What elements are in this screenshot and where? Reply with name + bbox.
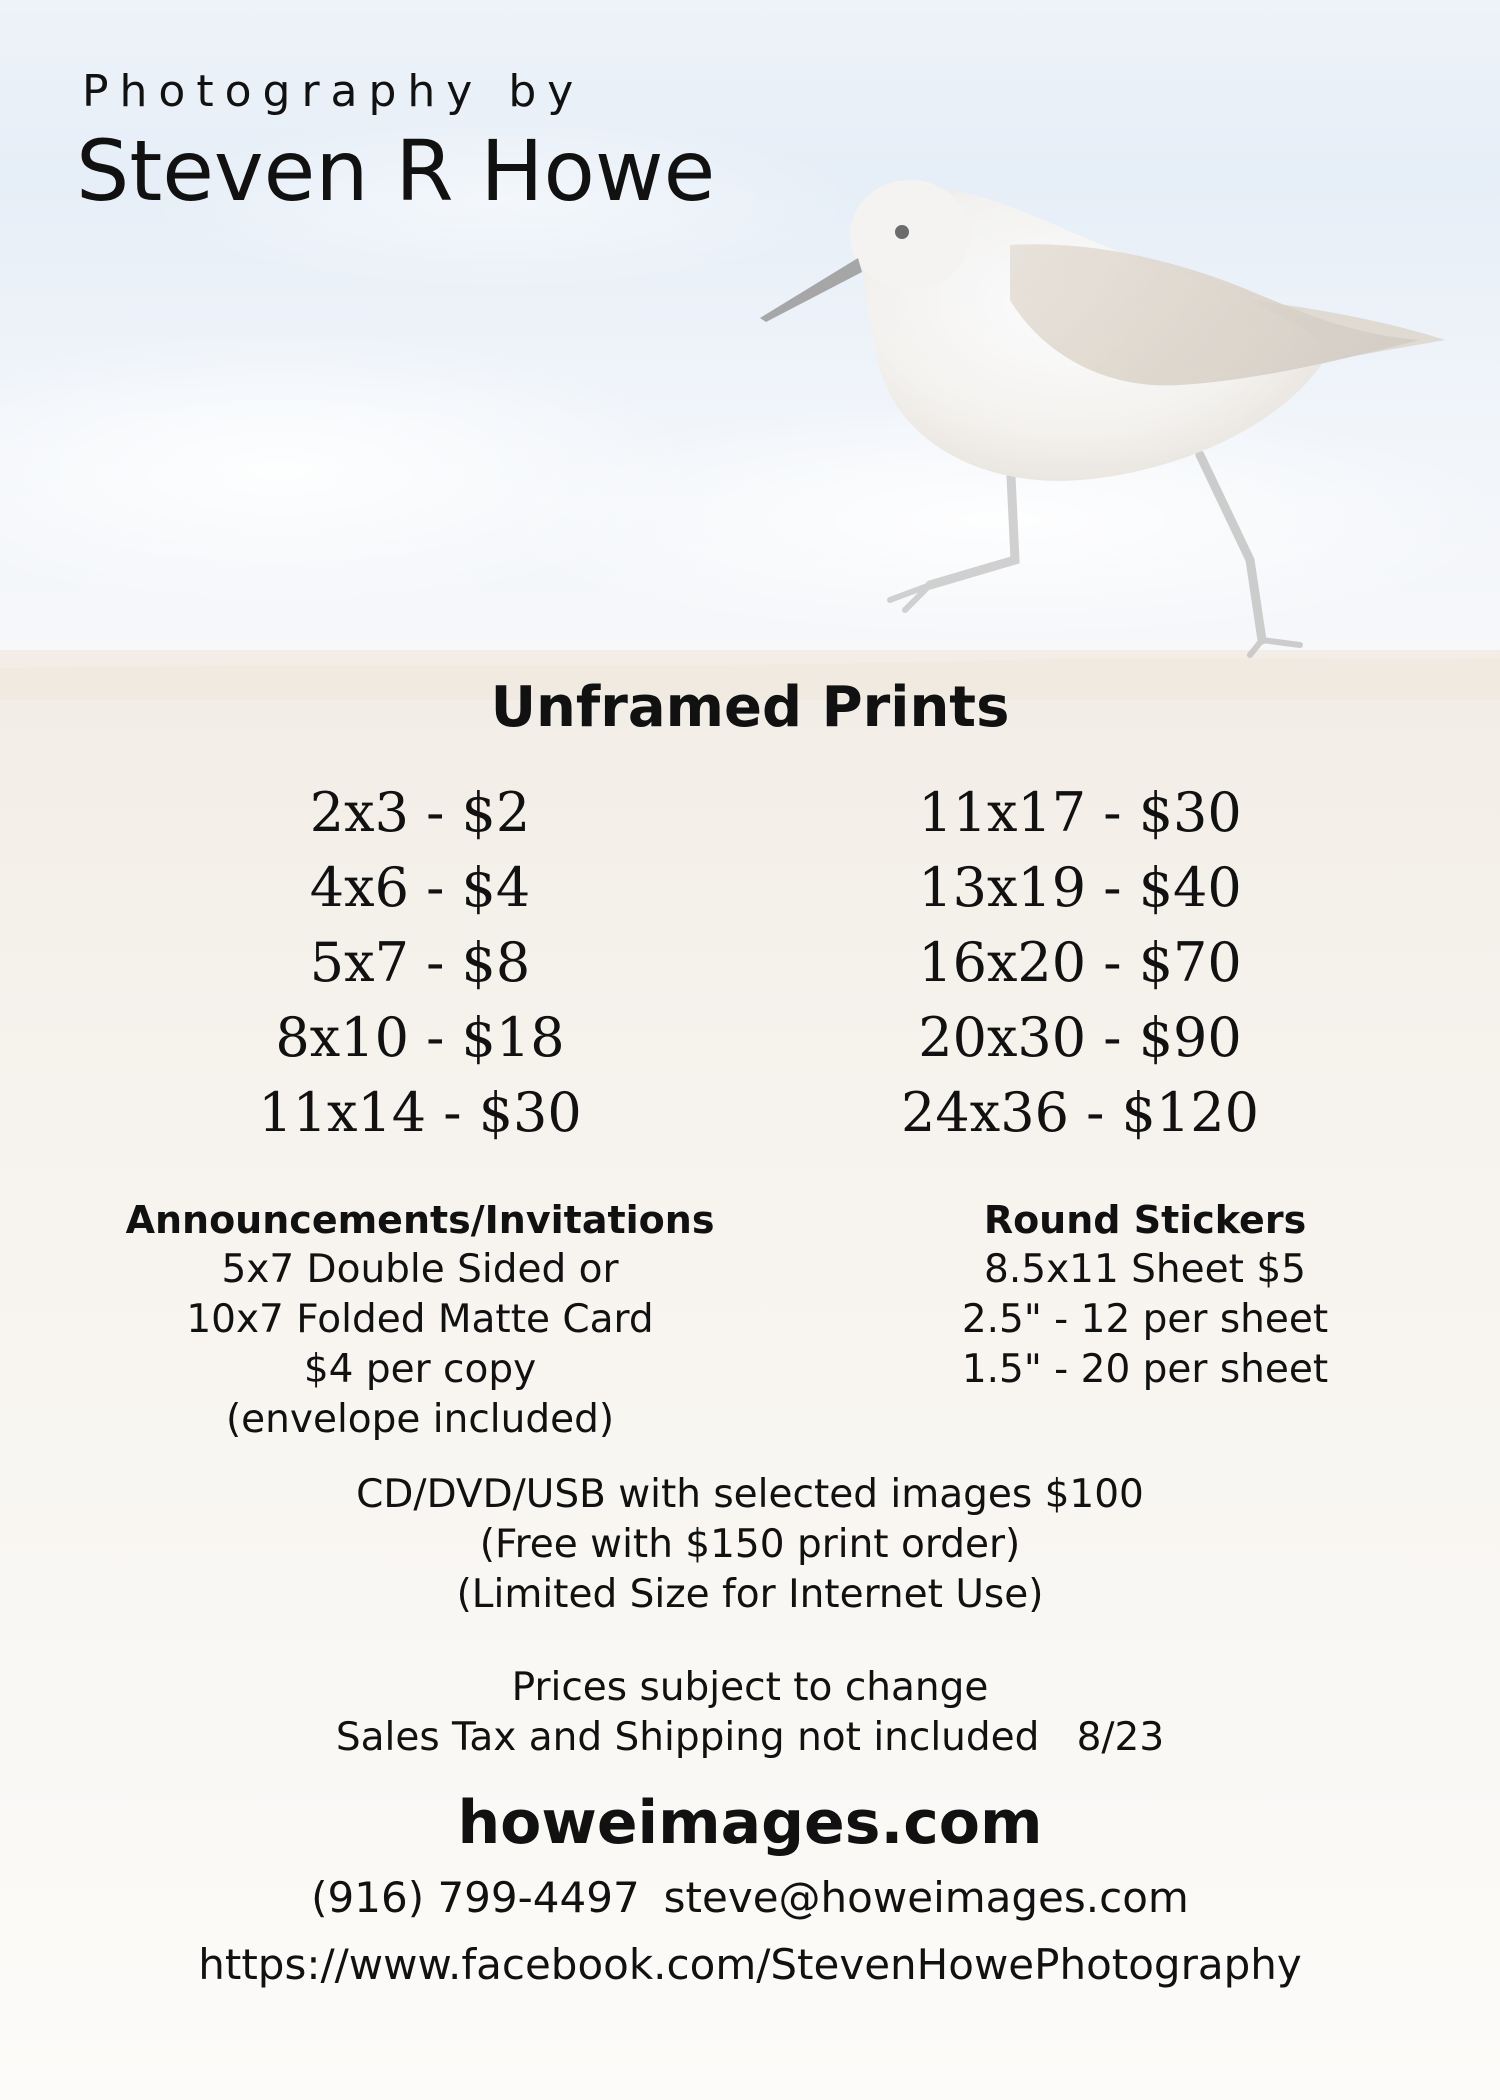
price-item: 16x20 - $70 <box>918 931 1242 994</box>
contact-line <box>0 1873 1500 1922</box>
price-list-right <box>880 775 1280 1150</box>
price-item: 11x17 - $30 <box>918 781 1242 844</box>
email-link[interactable]: steve@howeimages.com <box>663 1873 1189 1922</box>
stickers-line: 8.5x11 Sheet $5 <box>984 1247 1306 1292</box>
price-item: 5x7 - $8 <box>309 931 531 994</box>
price-item: 4x6 - $4 <box>309 856 531 919</box>
price-item: 2x3 - $2 <box>309 781 531 844</box>
price-item: 13x19 - $40 <box>918 856 1242 919</box>
photographer-name: Steven R Howe <box>76 122 716 220</box>
website-link[interactable]: howeimages.com <box>457 1788 1043 1858</box>
note-line: Prices subject to change <box>511 1665 989 1710</box>
stickers-line: 2.5" - 12 per sheet <box>961 1297 1329 1342</box>
note-line: Sales Tax and Shipping not included 8/23 <box>335 1715 1165 1760</box>
cd-line: CD/DVD/USB with selected images $100 <box>356 1472 1144 1517</box>
stickers-line: 1.5" - 20 per sheet <box>961 1347 1329 1392</box>
price-item: 11x14 - $30 <box>258 1081 582 1144</box>
announcements-title: Announcements/Invitations <box>125 1198 715 1242</box>
announcements-line: 10x7 Folded Matte Card <box>186 1297 654 1342</box>
brand-tagline: Photography by <box>82 66 585 117</box>
cd-line: (Free with $150 print order) <box>479 1522 1021 1567</box>
cd-dvd-usb-section <box>0 1470 1500 1620</box>
announcements-section <box>90 1195 750 1445</box>
price-item: 20x30 - $90 <box>918 1006 1242 1069</box>
price-item: 8x10 - $18 <box>275 1006 565 1069</box>
stickers-title: Round Stickers <box>983 1198 1307 1242</box>
unframed-prints-title: Unframed Prints <box>490 675 1010 740</box>
cd-line: (Limited Size for Internet Use) <box>456 1572 1044 1617</box>
price-list-left <box>220 775 620 1150</box>
announcements-line: (envelope included) <box>225 1397 615 1442</box>
phone-number[interactable]: (916) 799-4497 <box>311 1873 640 1922</box>
stickers-section <box>850 1195 1440 1395</box>
facebook-link[interactable]: https://www.facebook.com/StevenHowePhotography <box>198 1940 1302 1989</box>
announcements-line: $4 per copy <box>303 1347 537 1392</box>
price-item: 24x36 - $120 <box>901 1081 1259 1144</box>
announcements-line: 5x7 Double Sided or <box>221 1247 619 1292</box>
price-notes <box>0 1663 1500 1763</box>
